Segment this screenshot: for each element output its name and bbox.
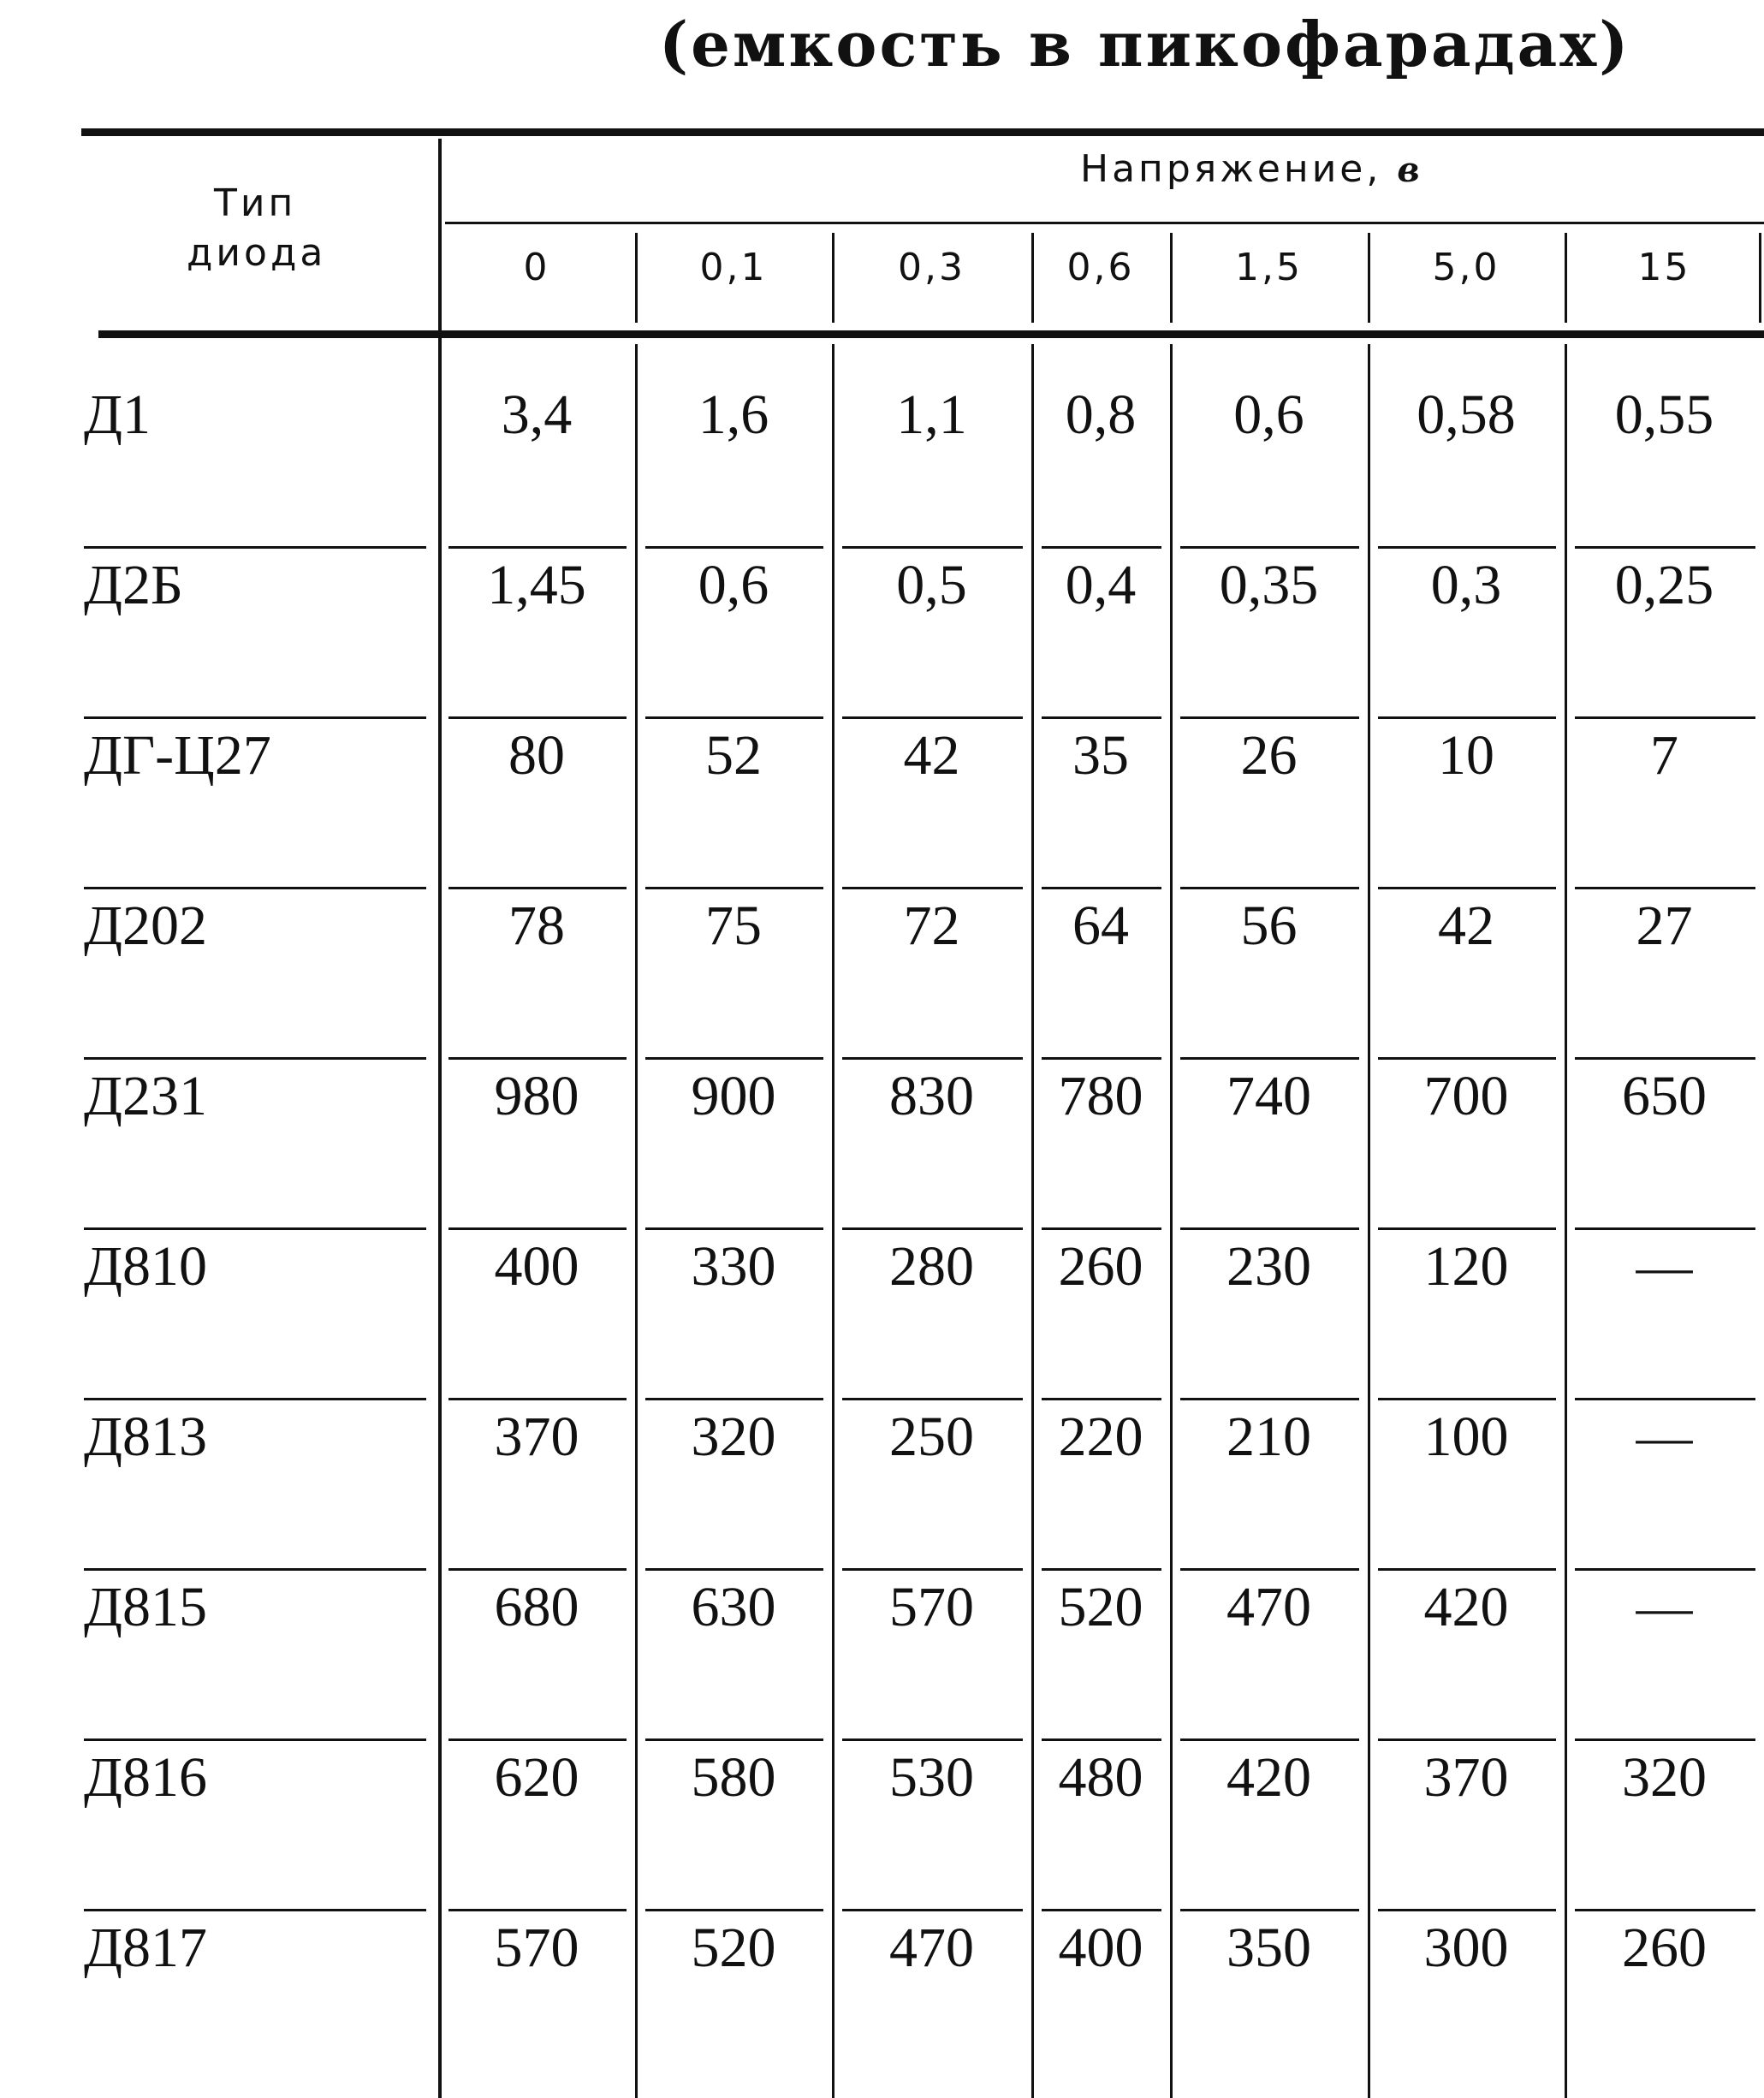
- diode-type-cell: Д815: [84, 1576, 208, 1638]
- capacitance-cell: 250: [889, 1406, 974, 1468]
- capacitance-cell: 10: [1438, 724, 1494, 787]
- diode-type-cell: Д817: [84, 1917, 208, 1979]
- capacitance-cell: 700: [1423, 1065, 1509, 1127]
- capacitance-cell: 0,58: [1417, 383, 1516, 446]
- capacitance-cell: 680: [494, 1576, 579, 1638]
- capacitance-cell: 580: [691, 1746, 776, 1809]
- capacitance-cell: 520: [691, 1917, 776, 1979]
- capacitance-cell: 740: [1226, 1065, 1311, 1127]
- capacitance-cell: 1,1: [896, 383, 967, 446]
- voltage-header: [1080, 147, 1420, 191]
- capacitance-cell: —: [1636, 1576, 1693, 1638]
- capacitance-cell: 900: [691, 1065, 776, 1127]
- capacitance-cell: 370: [1423, 1746, 1509, 1809]
- capacitance-cell: 420: [1226, 1746, 1311, 1809]
- capacitance-cell: 650: [1622, 1065, 1707, 1127]
- capacitance-cell: 0,5: [896, 554, 967, 616]
- type-header-line1: Тип: [214, 181, 297, 225]
- voltage-column-heading: 15: [1637, 246, 1691, 289]
- capacitance-cell: 320: [1622, 1746, 1707, 1809]
- capacitance-cell: 0,35: [1219, 554, 1319, 616]
- capacitance-cell: 260: [1622, 1917, 1707, 1979]
- capacitance-cell: 830: [889, 1065, 974, 1127]
- capacitance-cell: 78: [508, 894, 565, 957]
- capacitance-cell: 570: [889, 1576, 974, 1638]
- voltage-column-heading: 0: [523, 246, 550, 289]
- capacitance-cell: 75: [705, 894, 762, 957]
- capacitance-cell: 0,3: [1430, 554, 1502, 616]
- voltage-header-label: Напряжение,: [1080, 147, 1382, 191]
- voltage-header-rule: [445, 222, 1764, 224]
- voltage-header-unit: в: [1397, 150, 1420, 190]
- top-rule: [81, 128, 1764, 136]
- header-bottom-rule: [98, 330, 1764, 338]
- capacitance-cell: 1,45: [487, 554, 586, 616]
- capacitance-cell: 370: [494, 1406, 579, 1468]
- capacitance-cell: 480: [1058, 1746, 1143, 1809]
- capacitance-cell: 350: [1226, 1917, 1311, 1979]
- capacitance-cell: 620: [494, 1746, 579, 1809]
- capacitance-cell: 3,4: [501, 383, 573, 446]
- voltage-column-heading: 0,1: [699, 246, 768, 289]
- capacitance-cell: 400: [1058, 1917, 1143, 1979]
- capacitance-cell: 0,8: [1065, 383, 1137, 446]
- capacitance-cell: 0,6: [698, 554, 769, 616]
- voltage-column-heading: 1,5: [1235, 246, 1303, 289]
- capacitance-cell: 56: [1240, 894, 1298, 957]
- capacitance-cell: 780: [1058, 1065, 1143, 1127]
- diode-type-cell: Д810: [84, 1235, 208, 1298]
- capacitance-cell: 0,55: [1614, 383, 1714, 446]
- capacitance-cell: 470: [889, 1917, 974, 1979]
- capacitance-cell: 420: [1423, 1576, 1509, 1638]
- capacitance-cell: 120: [1423, 1235, 1509, 1298]
- capacitance-cell: 520: [1058, 1576, 1143, 1638]
- capacitance-cell: 300: [1423, 1917, 1509, 1979]
- diode-type-cell: Д2Б: [84, 554, 183, 616]
- capacitance-cell: 280: [889, 1235, 974, 1298]
- capacitance-cell: 530: [889, 1746, 974, 1809]
- capacitance-cell: 100: [1423, 1406, 1509, 1468]
- diode-type-cell: Д231: [84, 1065, 208, 1127]
- diode-type-cell: Д816: [84, 1746, 208, 1809]
- capacitance-cell: 0,6: [1233, 383, 1304, 446]
- diode-type-cell: Д813: [84, 1406, 208, 1468]
- capacitance-cell: —: [1636, 1235, 1693, 1298]
- type-header-line2: диода: [187, 231, 327, 275]
- voltage-column-heading: 5,0: [1432, 246, 1500, 289]
- capacitance-cell: 35: [1072, 724, 1129, 787]
- capacitance-cell: —: [1636, 1406, 1693, 1468]
- voltage-column-heading: 0,6: [1066, 246, 1135, 289]
- diode-type-cell: ДГ-Ц27: [84, 724, 271, 787]
- capacitance-cell: 980: [494, 1065, 579, 1127]
- capacitance-cell: 80: [508, 724, 565, 787]
- capacitance-cell: 210: [1226, 1406, 1311, 1468]
- table-title: (емкость в пикофарадах): [659, 8, 1631, 80]
- capacitance-cell: 630: [691, 1576, 776, 1638]
- capacitance-cell: 64: [1072, 894, 1129, 957]
- capacitance-cell: 1,6: [698, 383, 769, 446]
- diode-type-cell: Д1: [84, 383, 151, 446]
- capacitance-cell: 260: [1058, 1235, 1143, 1298]
- capacitance-cell: 72: [903, 894, 960, 957]
- diode-type-cell: Д202: [84, 894, 208, 957]
- capacitance-cell: 42: [903, 724, 960, 787]
- capacitance-cell: 0,4: [1065, 554, 1137, 616]
- capacitance-cell: 470: [1226, 1576, 1311, 1638]
- voltage-column-heading: 0,3: [898, 246, 965, 289]
- capacitance-cell: 230: [1226, 1235, 1311, 1298]
- capacitance-cell: 7: [1650, 724, 1678, 787]
- capacitance-cell: 220: [1058, 1406, 1143, 1468]
- capacitance-cell: 330: [691, 1235, 776, 1298]
- capacitance-cell: 52: [705, 724, 762, 787]
- capacitance-cell: 42: [1438, 894, 1494, 957]
- capacitance-cell: 0,25: [1614, 554, 1714, 616]
- capacitance-cell: 26: [1240, 724, 1298, 787]
- capacitance-cell: 400: [494, 1235, 579, 1298]
- capacitance-cell: 27: [1636, 894, 1693, 957]
- capacitance-cell: 320: [691, 1406, 776, 1468]
- capacitance-cell: 570: [494, 1917, 579, 1979]
